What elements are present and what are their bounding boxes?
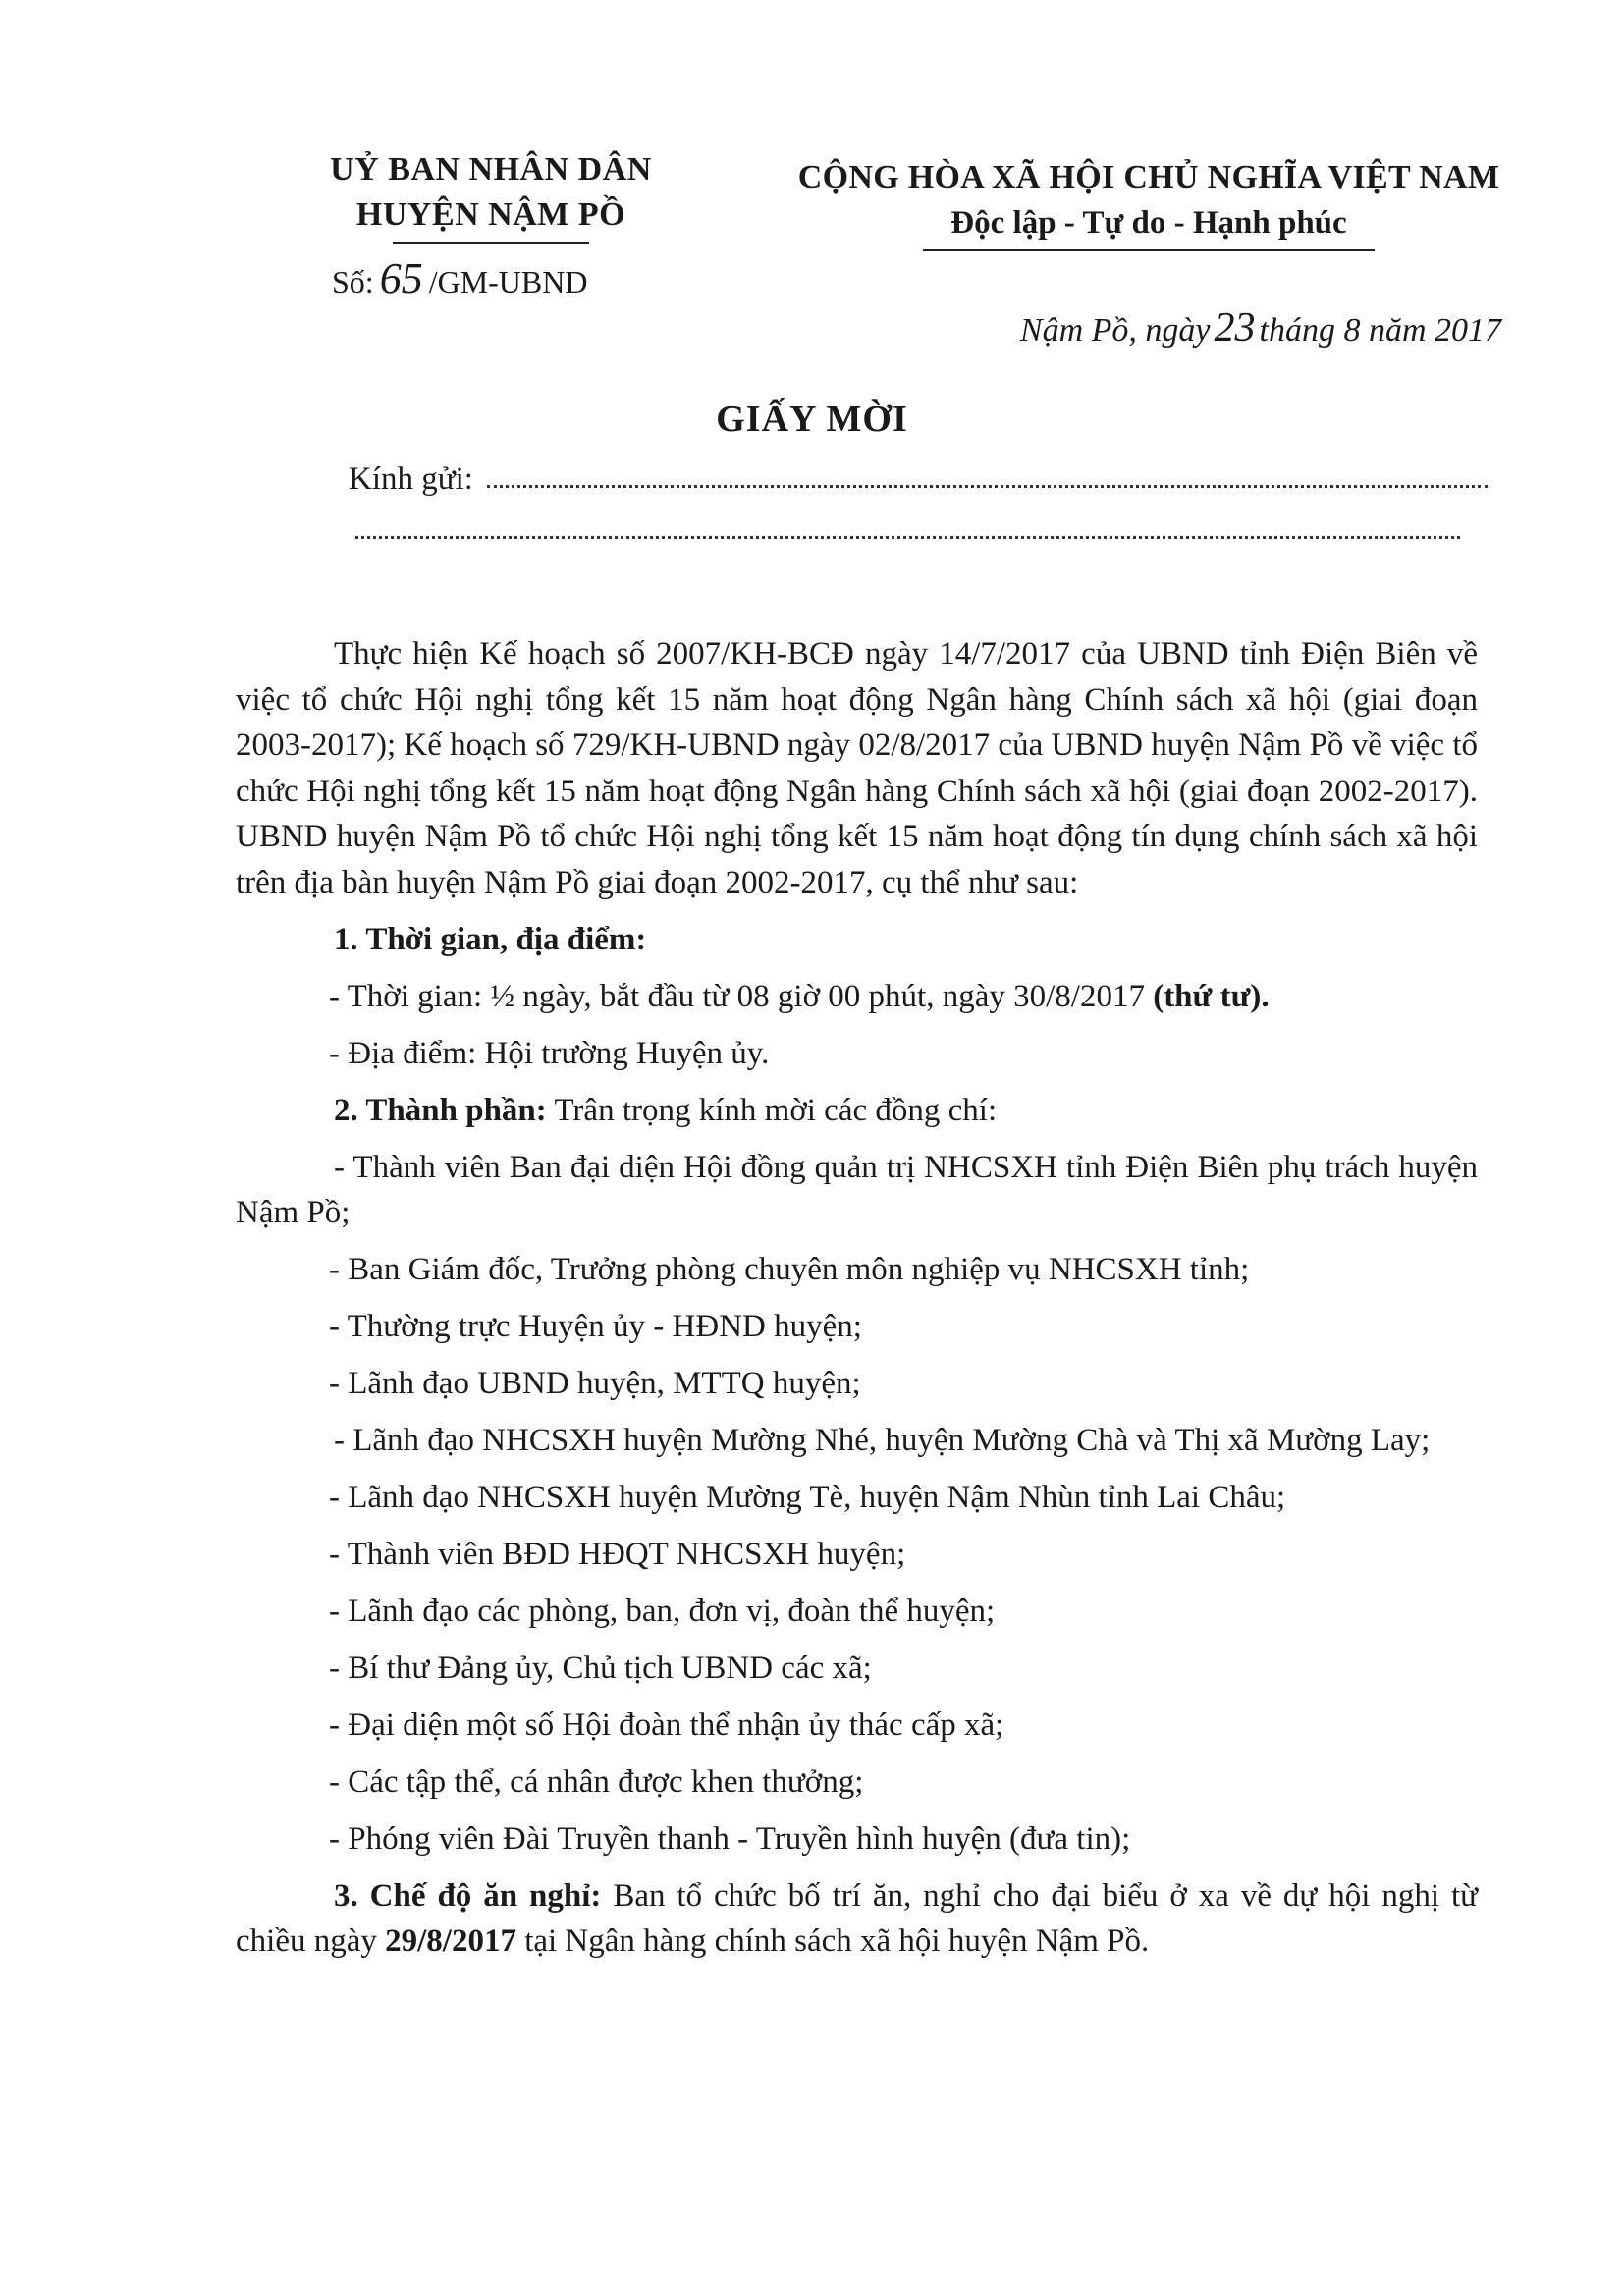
document-body xyxy=(236,631,1478,1964)
participant-item: - Lãnh đạo NHCSXH huyện Mường Nhé, huyện Mường Chà và Thị xã Mường Lay; xyxy=(334,1423,1431,1458)
agency-line-2: HUYỆN NẬM PỒ xyxy=(355,196,626,233)
section-3-heading: 3. Chế độ ăn nghỉ: xyxy=(334,1878,602,1914)
motto-underline xyxy=(923,249,1375,251)
agency-line-1: UỶ BAN NHÂN DÂN xyxy=(330,151,652,188)
participant-item: - Đại diện một số Hội đoàn thể nhận ủy thác cấp xã; xyxy=(329,1707,1004,1743)
number-handwritten: 65 xyxy=(379,254,423,302)
recipient-line xyxy=(349,461,1488,498)
section-1-heading: 1. Thời gian, địa điểm: xyxy=(334,922,647,957)
document-number xyxy=(295,253,687,303)
participant-item: - Phóng viên Đài Truyền thanh - Truyền hình huyện (đưa tin); xyxy=(329,1821,1131,1857)
recipient-blank-line-2 xyxy=(355,536,1460,539)
section-3: 3. Chế độ ăn nghỉ: Ban tổ chức bố trí ăn, nghỉ cho đại biểu ở xa về dự hội nghị từ chiều ngày 29/8/2017 tại Ngân hàng chính sách xã hội huyện Nậm Pồ. xyxy=(236,1878,1479,1959)
participant-item: - Thành viên BĐD HĐQT NHCSXH huyện; xyxy=(329,1537,906,1572)
number-prefix: Số: xyxy=(332,264,374,299)
participant-item: - Ban Giám đốc, Trưởng phòng chuyên môn nghiệp vụ NHCSXH tỉnh; xyxy=(329,1252,1250,1287)
date-prefix: Nậm Pồ, ngày xyxy=(1019,312,1211,349)
participant-item: - Thành viên Ban đại diện Hội đồng quản trị NHCSXH tỉnh Điện Biên phụ trách huyện Nậm Pồ; xyxy=(236,1150,1478,1230)
date-suffix: tháng 8 năm 2017 xyxy=(1259,312,1501,349)
participant-item: - Lãnh đạo NHCSXH huyện Mường Tè, huyện Nậm Nhùn tỉnh Lai Châu; xyxy=(329,1480,1286,1515)
agency-underline xyxy=(393,242,589,244)
issuing-agency-block xyxy=(295,147,687,303)
intro-paragraph: Thực hiện Kế hoạch số 2007/KH-BCĐ ngày 14/7/2017 của UBND tỉnh Điện Biên về việc tổ chức Hội nghị tổng kết 15 năm hoạt động Ngân hàng Chính sách xã hội (giai đoạn 2003-2017); Kế hoạch số 729/KH-UBND ngày 02/8/2017 của UBND huyện Nậm Pồ về việc tổ chức Hội nghị tổng kết 15 năm hoạt động Ngân hàng Chính sách xã hội (giai đoạn 2002-2017). UBND huyện Nậm Pồ tổ chức Hội nghị tổng kết 15 năm hoạt động tín dụng chính sách xã hội trên địa bàn huyện Nậm Pồ giai đoạn 2002-2017, cụ thể như sau: xyxy=(236,636,1478,900)
section-1-time: - Thời gian: ½ ngày, bắt đầu từ 08 giờ 00 phút, ngày 30/8/2017 (thứ tư). xyxy=(329,979,1270,1014)
motto: Độc lập - Tự do - Hạnh phúc xyxy=(950,205,1347,241)
date-day-handwritten: 23 xyxy=(1214,305,1256,351)
participant-item: - Lãnh đạo các phòng, ban, đơn vị, đoàn thể huyện; xyxy=(329,1594,996,1629)
participant-item: - Lãnh đạo UBND huyện, MTTQ huyện; xyxy=(329,1366,861,1401)
section-1-place: - Địa điểm: Hội trường Huyện ủy. xyxy=(329,1036,770,1071)
national-motto-block xyxy=(727,155,1571,251)
section-2-heading: 2. Thành phần: Trân trọng kính mời các đồng chí: xyxy=(334,1093,998,1128)
recipient-label: Kính gửi: xyxy=(349,461,473,497)
participant-item: - Bí thư Đảng ủy, Chủ tịch UBND các xã; xyxy=(329,1651,872,1686)
recipient-blank-line-1 xyxy=(487,461,1488,488)
participant-item: - Các tập thể, cá nhân được khen thưởng; xyxy=(329,1764,864,1800)
number-suffix: /GM-UBND xyxy=(428,264,588,299)
participant-item: - Thường trực Huyện ủy - HĐND huyện; xyxy=(329,1309,862,1344)
nation-name: CỘNG HÒA XÃ HỘI CHỦ NGHĨA VIỆT NAM xyxy=(797,159,1500,195)
document-title: GIẤY MỜI xyxy=(716,399,908,440)
issue-date xyxy=(1020,304,1501,352)
